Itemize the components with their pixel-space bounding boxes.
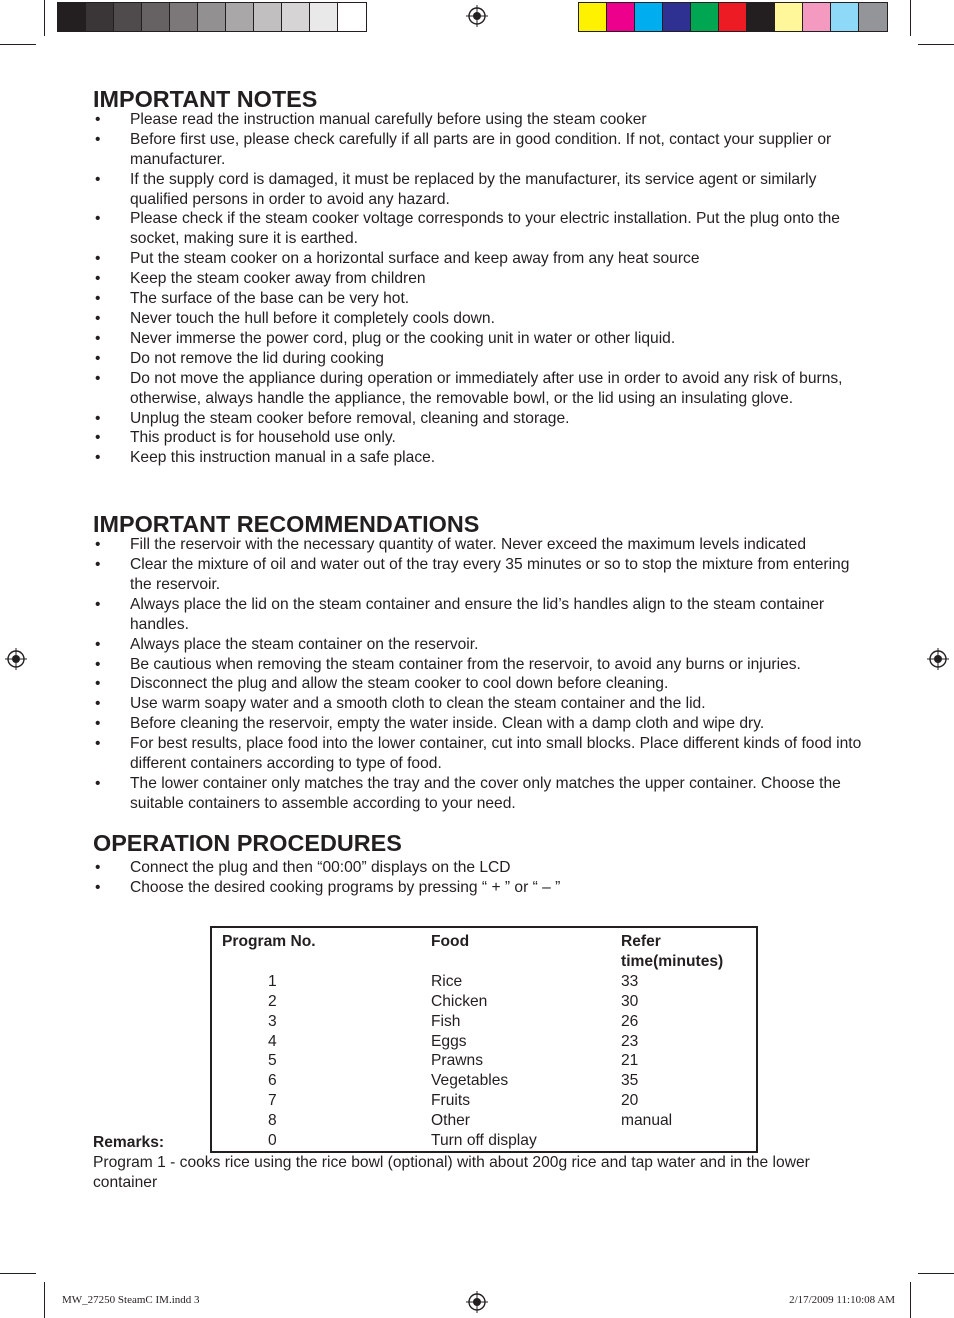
list-item <box>93 535 863 555</box>
bullet-icon: • <box>95 110 101 128</box>
bullet-icon: • <box>95 329 101 347</box>
color-swatch <box>282 3 310 31</box>
color-swatch <box>86 3 114 31</box>
registration-mark-icon <box>466 1291 488 1313</box>
list-item <box>93 329 863 349</box>
bullet-icon: • <box>95 309 101 327</box>
table-row <box>211 992 757 1012</box>
list-item <box>93 349 863 369</box>
color-swatch <box>338 3 366 31</box>
program-number-cell: 7 <box>268 1092 277 1110</box>
column-header: Refer time(minutes) <box>621 933 724 970</box>
time-cell: 26 <box>621 1012 639 1030</box>
color-swatch <box>226 3 254 31</box>
crop-mark <box>0 44 36 45</box>
list-item-text: This product is for household use only. <box>130 429 396 447</box>
list-item-text: Before first use, please check carefully if all parts are in good condition. If not, contact your supplier or manufacturer. <box>130 130 832 168</box>
list-item-text: Fill the reservoir with the necessary quantity of water. Never exceed the maximum levels indicated <box>130 536 807 554</box>
list-item-text: Clear the mixture of oil and water out of the tray every 35 minutes or so to stop the mixture from entering the reservoir. <box>130 556 850 593</box>
bullet-icon: • <box>95 349 101 367</box>
table-row <box>211 1091 757 1111</box>
list-item <box>93 369 863 409</box>
color-swatch <box>775 3 803 31</box>
bullet-icon: • <box>95 595 101 613</box>
list-item <box>93 694 863 714</box>
color-swatch <box>114 3 142 31</box>
grayscale-color-bar <box>57 2 367 32</box>
time-cell: 20 <box>621 1092 639 1110</box>
slug-filename: MW_27250 SteamC IM.indd 3 <box>62 1294 200 1306</box>
list-item <box>93 110 863 130</box>
table-row <box>211 1051 757 1071</box>
list-item-text: Always place the lid on the steam container and ensure the lid’s handles align to the steam container handles. <box>130 595 825 633</box>
registration-mark-icon <box>466 5 488 27</box>
list-item-text: Always place the steam container on the reservoir. <box>130 635 479 653</box>
color-swatch <box>635 3 663 31</box>
table-row <box>211 1032 757 1052</box>
crop-mark <box>910 1282 911 1318</box>
list-item-text: Keep the steam cooker away from children <box>130 270 426 288</box>
section-important-notes <box>93 86 863 468</box>
color-swatch <box>747 3 775 31</box>
table-row <box>211 972 757 992</box>
bullet-icon: • <box>95 878 101 896</box>
bullet-icon: • <box>95 655 101 673</box>
list-item-text: Please read the instruction manual carefully before using the steam cooker <box>130 110 647 128</box>
program-number-cell: 8 <box>268 1112 277 1130</box>
list-item-text: For best results, place food into the lower container, cut into small blocks. Place different kinds of food into different containers according to type of food. <box>130 735 862 773</box>
time-cell: 35 <box>621 1072 639 1090</box>
program-table <box>210 926 758 1153</box>
food-cell: Prawns <box>431 1052 483 1070</box>
program-number-cell: 0 <box>268 1132 277 1150</box>
list-item-text: Never touch the hull before it completely cools down. <box>130 309 495 327</box>
list-item-text: Do not remove the lid during cooking <box>130 349 384 367</box>
table-row <box>211 1111 757 1131</box>
list-item-text: Please check if the steam cooker voltage corresponds to your electric installation. Put the plug onto the socket, making sure it is earthed. <box>130 210 840 248</box>
crop-mark <box>918 1273 954 1274</box>
list-item <box>93 595 863 635</box>
list-item-text: Never immerse the power cord, plug or the cooking unit in water or other liquid. <box>130 329 676 347</box>
color-swatch <box>310 3 338 31</box>
bullet-icon: • <box>95 250 101 268</box>
list-item-text: Keep this instruction manual in a safe place. <box>130 449 436 467</box>
color-swatch <box>170 3 198 31</box>
crop-mark <box>910 0 911 36</box>
list-item-text: Connect the plug and then “00:00” displays on the LCD <box>130 858 511 876</box>
color-swatch <box>254 3 282 31</box>
color-swatch <box>831 3 859 31</box>
color-swatch <box>859 3 887 31</box>
bullet-icon: • <box>95 715 101 733</box>
color-swatch <box>691 3 719 31</box>
food-cell: Chicken <box>431 992 488 1010</box>
bullet-icon: • <box>95 409 101 427</box>
page-content <box>93 86 863 898</box>
bullet-icon: • <box>95 170 101 188</box>
color-swatch <box>607 3 635 31</box>
color-swatch <box>719 3 747 31</box>
list-item-text: The lower container only matches the tray and the cover only matches the upper container. Choose the suitable containers to assemble according to your need. <box>130 775 841 812</box>
bullet-list <box>93 858 863 898</box>
list-item-text: Use warm soapy water and a smooth cloth to clean the steam container and the lid. <box>130 695 706 713</box>
crop-mark <box>44 0 45 36</box>
section-heading: IMPORTANT NOTES <box>93 86 318 112</box>
list-item <box>93 448 863 468</box>
food-cell: Vegetables <box>431 1072 509 1090</box>
section-important-recommendations <box>93 511 863 814</box>
program-number-cell: 5 <box>268 1052 277 1070</box>
list-item <box>93 170 863 210</box>
list-item <box>93 714 863 734</box>
time-cell: 33 <box>621 972 639 990</box>
list-item-text: The surface of the base can be very hot. <box>130 290 410 308</box>
time-cell: 23 <box>621 1032 639 1050</box>
time-cell: manual <box>621 1112 673 1130</box>
bullet-icon: • <box>95 130 101 148</box>
food-cell: Other <box>431 1112 470 1130</box>
table-body <box>211 972 757 1152</box>
bullet-icon: • <box>95 429 101 447</box>
list-item <box>93 555 863 595</box>
color-swatch <box>198 3 226 31</box>
list-item-text: Be cautious when removing the steam container from the reservoir, to avoid any burns or injuries. <box>130 655 801 673</box>
food-cell: Eggs <box>431 1032 467 1050</box>
list-item <box>93 130 863 170</box>
list-item-text: Put the steam cooker on a horizontal surface and keep away from any heat source <box>130 250 700 268</box>
bullet-icon: • <box>95 270 101 288</box>
remarks-text: Program 1 - cooks rice using the rice bowl (optional) with about 200g rice and tap water and in the lower container <box>93 1153 810 1191</box>
bullet-icon: • <box>95 858 101 876</box>
program-number-cell: 3 <box>268 1012 277 1030</box>
column-header: Food <box>431 933 470 950</box>
list-item <box>93 734 863 774</box>
color-swatch <box>663 3 691 31</box>
list-item <box>93 249 863 269</box>
list-item <box>93 428 863 448</box>
bullet-icon: • <box>95 775 101 792</box>
list-item <box>93 209 863 249</box>
section-heading: OPERATION PROCEDURES <box>93 829 402 856</box>
food-cell: Rice <box>431 972 463 990</box>
color-swatch <box>58 3 86 31</box>
table-row <box>211 1012 757 1032</box>
list-item <box>93 774 863 814</box>
registration-mark-icon <box>5 648 27 670</box>
list-item <box>93 289 863 309</box>
program-number-cell: 4 <box>268 1032 277 1050</box>
color-swatch <box>579 3 607 31</box>
crop-mark <box>44 1282 45 1318</box>
list-item <box>93 635 863 655</box>
bullet-icon: • <box>95 735 101 753</box>
list-item <box>93 674 863 694</box>
program-number-cell: 2 <box>268 992 277 1010</box>
food-cell: Fruits <box>431 1092 470 1110</box>
list-item-text: Disconnect the plug and allow the steam cooker to cool down before cleaning. <box>130 675 669 693</box>
bullet-icon: • <box>95 536 101 554</box>
list-item <box>93 858 863 878</box>
section-heading: IMPORTANT RECOMMENDATIONS <box>93 511 480 538</box>
bullet-icon: • <box>95 449 101 467</box>
list-item <box>93 878 863 898</box>
food-cell: Turn off display <box>431 1132 537 1150</box>
bullet-list <box>93 110 863 468</box>
list-item-text: Unplug the steam cooker before removal, cleaning and storage. <box>130 409 570 427</box>
list-item-text: Choose the desired cooking programs by pressing “ + ” or “ – ” <box>130 878 561 896</box>
registration-mark-icon <box>927 648 949 670</box>
program-number-cell: 1 <box>268 972 277 990</box>
color-swatch <box>142 3 170 31</box>
process-color-bar <box>578 2 888 32</box>
list-item <box>93 269 863 289</box>
bullet-icon: • <box>95 675 101 693</box>
list-item-text: If the supply cord is damaged, it must be replaced by the manufacturer, its service agent or similarly qualified persons in order to avoid any hazard. <box>130 170 817 208</box>
crop-mark <box>0 1273 36 1274</box>
bullet-icon: • <box>95 210 101 228</box>
color-swatch <box>803 3 831 31</box>
list-item <box>93 309 863 329</box>
bullet-icon: • <box>95 695 101 713</box>
bullet-icon: • <box>95 556 101 574</box>
column-header: Program No. <box>222 933 316 950</box>
slug-timestamp: 2/17/2009 11:10:08 AM <box>789 1294 895 1306</box>
time-cell: 21 <box>621 1052 639 1070</box>
crop-mark <box>918 44 954 45</box>
bullet-icon: • <box>95 369 101 387</box>
list-item <box>93 655 863 675</box>
list-item-text: Before cleaning the reservoir, empty the water inside. Clean with a damp cloth and wipe dry. <box>130 715 765 733</box>
time-cell: 30 <box>621 992 639 1010</box>
list-item-text: Do not move the appliance during operation or immediately after use in order to avoid any risk of burns, otherwise, always handle the appliance, the removable bowl, or the lid using an insulating glove. <box>130 369 843 407</box>
program-number-cell: 6 <box>268 1072 277 1090</box>
remarks <box>93 1133 863 1193</box>
table-header-row <box>211 927 757 972</box>
bullet-icon: • <box>95 635 101 653</box>
list-item <box>93 409 863 429</box>
table-row <box>211 1071 757 1091</box>
food-cell: Fish <box>431 1012 461 1030</box>
bullet-icon: • <box>95 290 101 308</box>
remarks-heading: Remarks: <box>93 1134 165 1151</box>
section-operation-procedures <box>93 829 863 898</box>
bullet-list <box>93 535 863 814</box>
